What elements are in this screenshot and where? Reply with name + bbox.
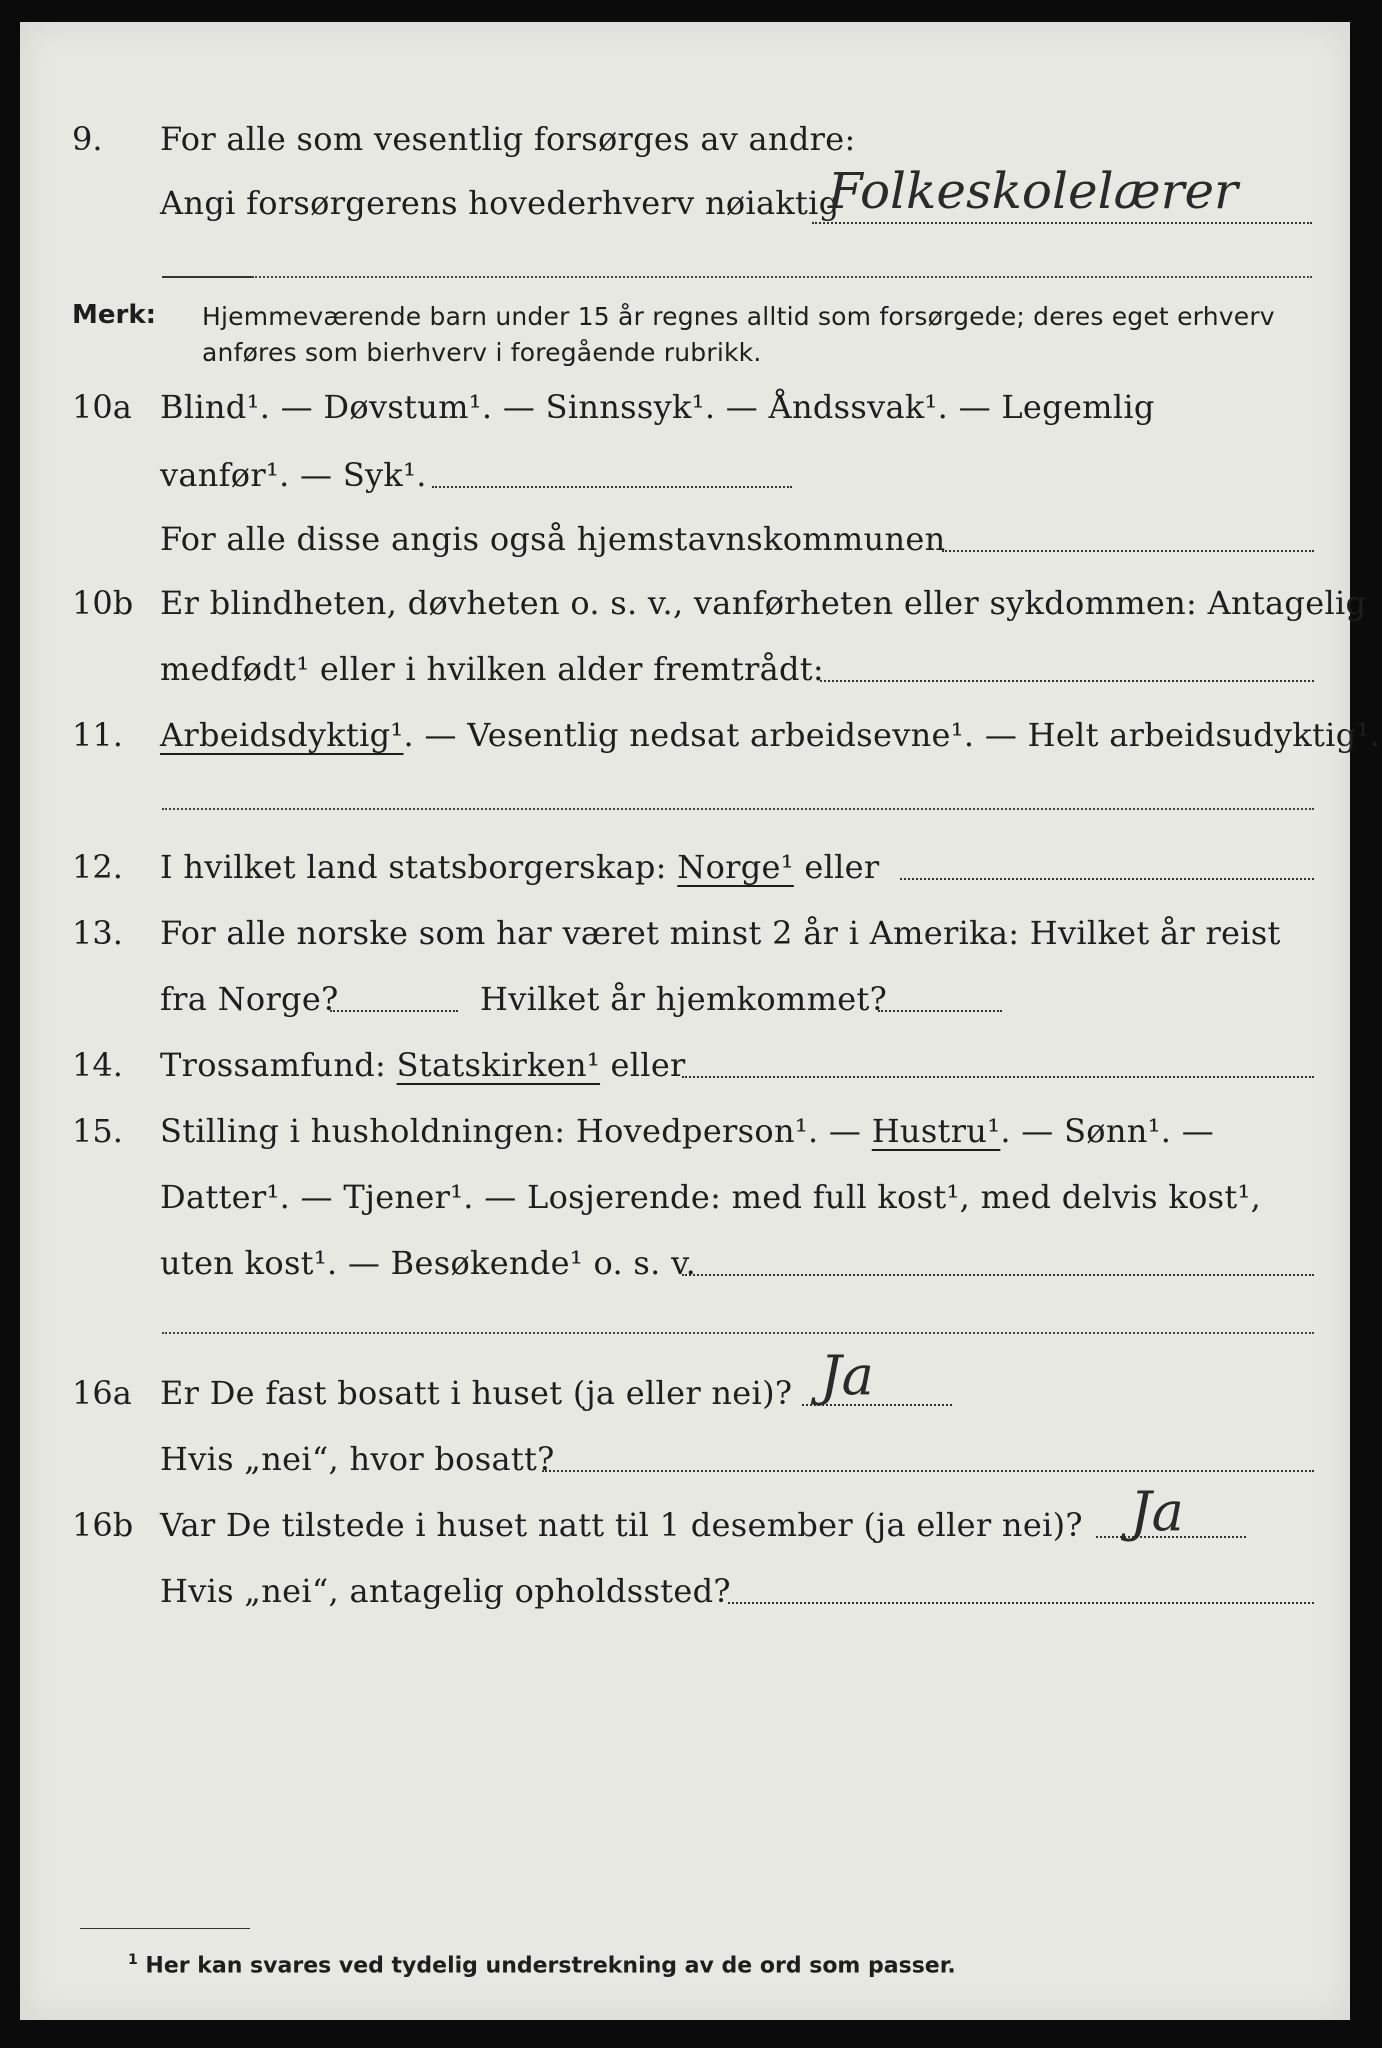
q12-post: eller [804,848,880,886]
q12-line [160,848,880,886]
q15-line2: Datter¹. — Tjener¹. — Losjerende: med full kost¹, med delvis kost¹, [160,1178,1262,1216]
q9-number: 9. [72,120,103,158]
q16b-opholdssted-line [728,1602,1314,1604]
q13-reist-line [330,1010,458,1012]
q9-line2: Angi forsørgerens hovederhverv nøiaktig [160,184,840,222]
q16a-handwritten-answer: Ja [820,1344,874,1407]
q10a-line1: Blind¹. — Døvstum¹. — Sinnssyk¹. — Åndssvak¹. — Legemlig [160,388,1155,426]
q13-line1: For alle norske som har været minst 2 år i Amerika: Hvilket år reist [160,914,1281,952]
q9-answer-line [812,222,1312,224]
q15-answer-line [682,1274,1314,1276]
q10b-line2: medfødt¹ eller i hvilken alder fremtrådt: [160,650,824,688]
q10b-line1: Er blindheten, døvheten o. s. v., vanførheten eller sykdommen: Antagelig [160,584,1367,622]
q9-rule-solid [162,276,252,278]
q11-line [160,716,1380,754]
merk-line2: anføres som bierhverv i foregående rubrikk. [202,338,762,367]
q14-line [160,1046,686,1084]
q13-line2a: fra Norge? [160,980,339,1018]
q15-rule [162,1332,1314,1334]
q16b-number: 16b [72,1506,134,1544]
merk-label: Merk: [72,300,157,330]
q10b-answer-line [820,680,1314,682]
merk-line1: Hjemmeværende barn under 15 år regnes alltid som forsørgede; deres eget erhverv [202,302,1275,331]
q10a-line3: For alle disse angis også hjemstavnskommunen [160,520,946,558]
q9-handwritten-answer: Folkeskolelærer [828,162,1238,220]
q12-pre: I hvilket land statsborgerskap: [160,848,667,886]
q15-line3: uten kost¹. — Besøkende¹ o. s. v. [160,1244,697,1282]
q16a-bosatt-line [542,1470,1314,1472]
footnote [128,1952,956,1978]
q16b-line1: Var De tilstede i huset natt til 1 desember (ja eller nei)? [160,1506,1083,1544]
q12-number: 12. [72,848,123,886]
q15-line1a: Stilling i husholdningen: Hovedperson¹. — [160,1112,862,1150]
q16a-line1: Er De fast bosatt i huset (ja eller nei)? [160,1374,793,1412]
q10b-number: 10b [72,584,134,622]
census-form-page [20,22,1381,2020]
q11-number: 11. [72,716,123,754]
q10a-syk-line [432,486,792,488]
footnote-text: Her kan svares ved tydelig understrekning av de ord som passer. [145,1953,956,1979]
q13-hjemkommet-line [878,1010,1002,1012]
q9-line1: For alle som vesentlig forsørges av andre: [160,120,856,158]
q13-number: 13. [72,914,123,952]
q14-post: eller [610,1046,686,1084]
q15-option-hustru: Hustru¹ [871,1112,1001,1150]
q16b-handwritten-answer: Ja [1130,1480,1184,1543]
q15-line1 [160,1112,1214,1150]
q14-option-statskirken: Statskirken¹ [396,1046,601,1084]
q14-pre: Trossamfund: [160,1046,387,1084]
q10a-number: 10a [72,388,132,426]
q13-line2b: Hvilket år hjemkommet? [480,980,888,1018]
q10a-line2: vanfør¹. — Syk¹. [160,456,427,494]
q15-line1b: . — Sønn¹. — [1000,1112,1215,1150]
q16b-line2: Hvis „nei“, antagelig opholdssted? [160,1572,731,1610]
footnote-rule [80,1928,250,1929]
q11-rule [162,808,1314,810]
q14-answer-line [682,1076,1314,1078]
q9-rule [252,276,1312,278]
q11-rest: . — Vesentlig nedsat arbeidsevne¹. — Helt arbeidsudyktig¹. [403,716,1381,754]
footnote-mark: 1 [128,1952,138,1968]
q12-answer-line [900,878,1314,880]
q16a-line2: Hvis „nei“, hvor bosatt? [160,1440,555,1478]
q15-number: 15. [72,1112,123,1150]
q11-option-arbeidsdyktig: Arbeidsdyktig¹ [160,716,404,754]
q10a-hjemstavn-line [942,550,1314,552]
q14-number: 14. [72,1046,123,1084]
q12-option-norge: Norge¹ [677,848,794,886]
q16a-number: 16a [72,1374,132,1412]
